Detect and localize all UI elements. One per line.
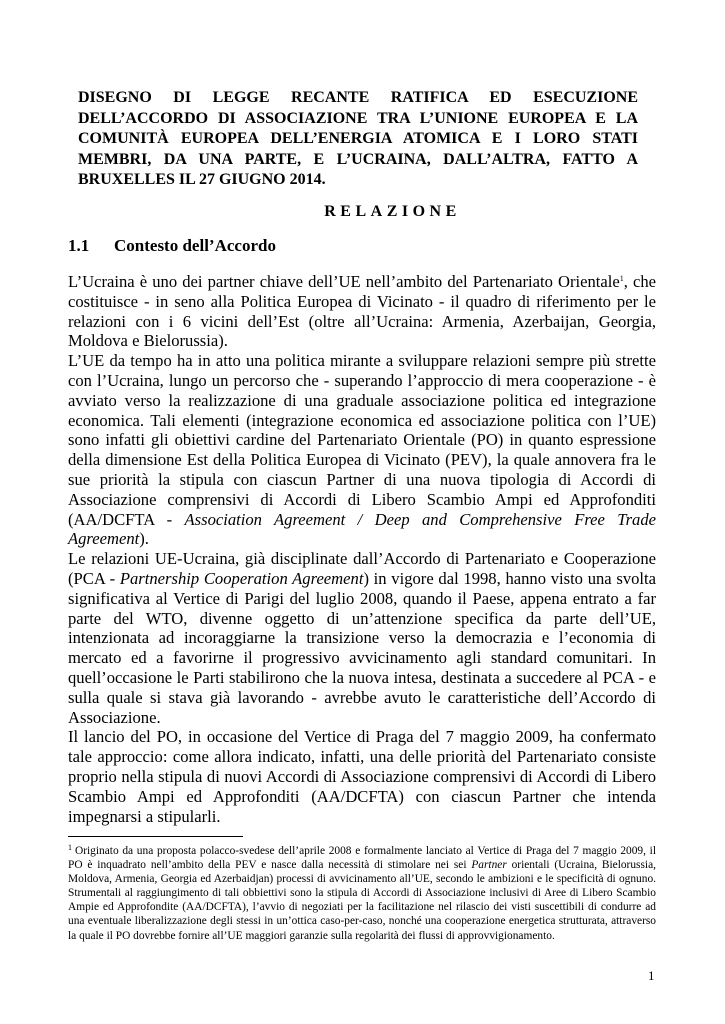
paragraph-4: Il lancio del PO, in occasione del Vertice di Praga del 7 maggio 2009, ha confermato tale approccio: come allora indicato, infatti, una delle priorità del Partenariato consiste proprio nella stipula di nuovi Accordi di Associazione comprensivi di Accordi di Libero Scambio Ampi ed Approfonditi (AA/DCFTA) con ciascun Partner che intenda impegnarsi a stipularli. — [68, 727, 656, 826]
footnote-reference[interactable]: 1 — [619, 274, 624, 283]
footnote-text-b: orientali (Ucraina, Bielorussia, Moldova, Armenia, Georgia ed Azerbaidjan) processi di avvicinamento all’UE, secondo le ambizioni e le specificità di ognuno. Strumentali al raggiungimento di tali obbiettivi sono la stipula di Accordi di Associazione inclusivi di Aree di Libero Scambio Ampie ed Approfondite (AA/DCFTA), l’avvio di negoziati per la facilitazione nel rilascio dei visti suscettibili di condurre ad una eventuale liberalizzazione degli stessi in un’ottica caso-per-caso, nonché una cooperazione energetica strutturata, attraverso la quale il PO dovrebbe fornire all’UE maggiori garanzie sulla regolarità dei flussi di approvvigionamento. — [68, 859, 656, 942]
paragraph-1 — [68, 272, 656, 351]
footnote-number: 1 — [68, 843, 72, 852]
section-number: 1.1 — [68, 236, 90, 255]
paragraph-2-text-b: ). — [139, 529, 149, 549]
section-heading — [68, 236, 276, 256]
document-title: DISEGNO DI LEGGE RECANTE RATIFICA ED ESECUZIONE DELL’ACCORDO DI ASSOCIAZIONE TRA L’UNIONE EUROPEA E LA COMUNITÀ EUROPEA DELL’ENERGIA ATOMICA E I LORO STATI MEMBRI, DA UNA PARTE, E L’UCRAINA, DALL’ALTRA, FATTO A BRUXELLES IL 27 GIUGNO 2014. — [78, 89, 638, 189]
page-number: 1 — [648, 968, 655, 983]
paragraph-3-italic: Partnership Cooperation Agreement — [119, 568, 364, 588]
footnote-separator — [68, 836, 243, 837]
body-text — [68, 272, 656, 826]
relazione-heading: RELAZIONE — [324, 203, 461, 220]
paragraph-3-text-b: ) in vigore dal 1998, hanno visto una svolta significativa al Vertice di Parigi del luglio 2008, quando il Paese, appena entrato a far parte del WTO, divenne oggetto di un’attenzione specifica da parte dell’UE, intenzionata ad incoraggiarne la transizione verso la democrazia e l’economia di mercato ed a favorirne il progressivo avvicinamento agli standard comunitari. In quell’occasione le Parti stabilirono che la nuova intesa, destinata a succedere al PCA - e sulla quale si stava già lavorando - avrebbe avuto le caratteristiche dell’Accordo di Associazione. — [68, 568, 657, 727]
paragraph-1-text-b: , che costituisce - in seno alla Politica Europea di Vicinato - il quadro di riferimento per le relazioni con i 6 vicini dell’Est (oltre all’Ucraina: Armenia, Azerbaijan, Georgia, Moldova e Bielorussia). — [68, 272, 657, 351]
footnote-italic: Partner — [471, 859, 507, 872]
footnote — [68, 844, 656, 943]
paragraph-2-italic: Association Agreement / Deep and Comprehensive Free Trade Agreement — [68, 509, 656, 549]
paragraph-2-text-a: L’UE da tempo ha in atto una politica mirante a sviluppare relazioni sempre più strette con l’Ucraina, lungo un percorso che - superando l’approccio di mera cooperazione - è avviato verso la realizzazione di una graduale associazione politica ed integrazione economica. Tali elementi (integrazione economica ed associazione politica con l’UE) sono infatti gli obiettivi cardine del Partenariato Orientale (PO) in quanto espressione della dimensione Est della Politica Europea di Vicinato (PEV), la quale annovera fra le sue priorità la stipula con ciascun Partner di una nuova tipologia di Accordi di Associazione comprensivi di Accordi di Libero Scambio Ampi ed Approfonditi (AA/DCFTA - — [68, 351, 656, 529]
footnote-text-a: Originato da una proposta polacco-svedese dell’aprile 2008 e formalmente lanciato al Vertice di Praga del 7 maggio 2009, il PO è inquadrato nell’ambito della PEV e nasce dalla necessità di stimolare nei sei — [68, 845, 656, 872]
paragraph-1-text-a: L’Ucraina è uno dei partner chiave dell’UE nell’ambito del Partenariato Orientale — [68, 272, 620, 291]
section-title: Contesto dell’Accordo — [114, 236, 276, 255]
paragraph-2 — [68, 351, 656, 549]
paragraph-3 — [68, 549, 656, 727]
paragraph-3-text-a: Le relazioni UE-Ucraina, già disciplinate dall’Accordo di Partenariato e Cooperazione (PCA - — [68, 549, 656, 588]
